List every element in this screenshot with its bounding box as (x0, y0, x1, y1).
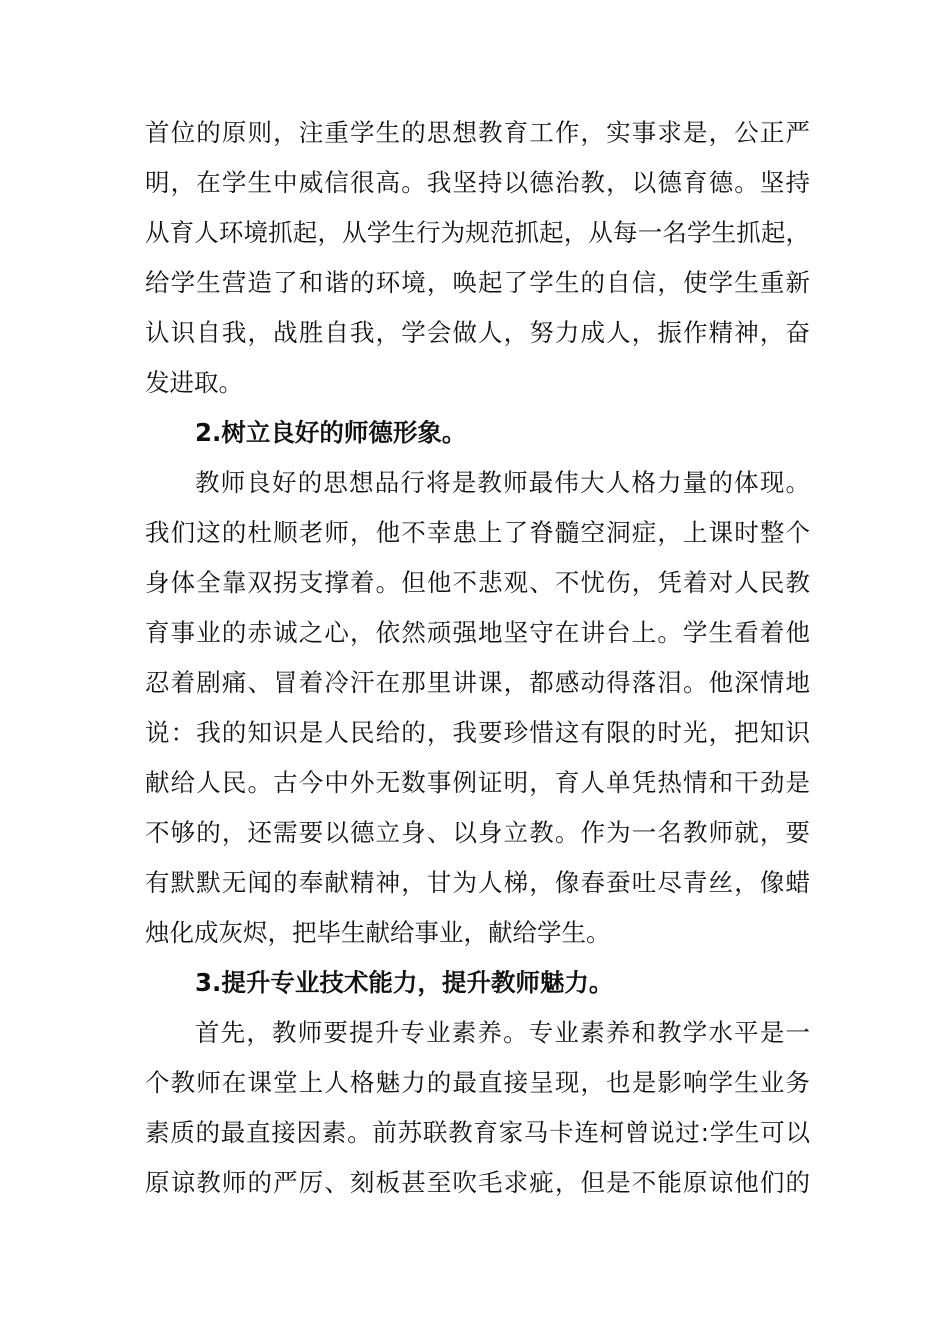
paragraph-continuation (145, 108, 810, 408)
text-line: 不够的，还需要以德立身、以身立教。作为一名教师就，要 (145, 818, 810, 847)
document-body (145, 108, 810, 1208)
text-line: 烛化成灰烬，把毕生献给事业，献给学生。 (145, 918, 611, 947)
text-line: 教师良好的思想品行将是教师最伟大人格力量的体现。 (195, 468, 810, 497)
text-line: 个教师在课堂上人格魅力的最直接呈现，也是影响学生业务 (145, 1068, 810, 1097)
text-line: 我们这的杜顺老师，他不幸患上了脊髓空洞症，上课时整个 (145, 518, 810, 547)
section-heading: 2.树立良好的师德形象。 (195, 418, 467, 447)
text-line: 给学生营造了和谐的环境，唤起了学生的自信，使学生重新 (145, 268, 810, 297)
text-line: 从育人环境抓起，从学生行为规范抓起，从每一名学生抓起， (145, 218, 810, 247)
text-line: 素质的最直接因素。前苏联教育家马卡连柯曾说过:学生可以 (145, 1118, 810, 1147)
section-heading: 3.提升专业技术能力，提升教师魅力。 (195, 968, 614, 997)
text-line: 献给人民。古今中外无数事例证明，育人单凭热情和干劲是 (145, 768, 810, 797)
text-line: 首先，教师要提升专业素养。专业素养和教学水平是一 (195, 1018, 810, 1047)
text-line: 育事业的赤诚之心，依然顽强地坚守在讲台上。学生看着他 (145, 618, 810, 647)
text-line: 认识自我，战胜自我，学会做人，努力成人，振作精神，奋 (145, 318, 810, 347)
text-line: 说：我的知识是人民给的，我要珍惜这有限的时光，把知识 (145, 718, 810, 747)
paragraph-professional-skill (145, 1008, 810, 1208)
text-line: 首位的原则，注重学生的思想教育工作，实事求是，公正严 (145, 118, 810, 147)
text-line: 有默默无闻的奉献精神，甘为人梯，像春蚕吐尽青丝，像蜡 (145, 868, 810, 897)
paragraph-teacher-ethics (145, 458, 810, 958)
text-line: 身体全靠双拐支撑着。但他不悲观、不忧伤，凭着对人民教 (145, 568, 810, 597)
text-line: 明，在学生中威信很高。我坚持以德治教，以德育德。坚持 (145, 168, 810, 197)
text-line: 发进取。 (145, 368, 243, 397)
text-line: 忍着剧痛、冒着冷汗在那里讲课，都感动得落泪。他深情地 (145, 668, 810, 697)
text-line: 原谅教师的严厉、刻板甚至吹毛求疵，但是不能原谅他们的 (145, 1168, 810, 1197)
